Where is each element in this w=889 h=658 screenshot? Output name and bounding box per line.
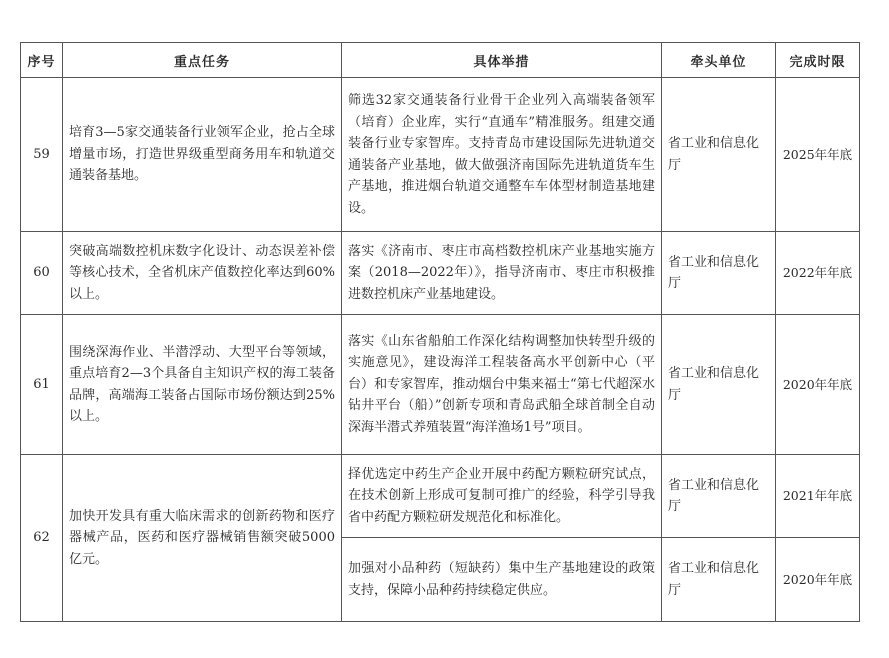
header-no: 序号: [21, 43, 63, 78]
key-task: 围绕深海作业、半潜浮动、大型平台等领域，重点培育2—3个具备自主知识产权的海工装备品牌，高端海工装备占国际市场份额达到25%以上。: [63, 315, 342, 455]
measure-text: 落实《山东省船舶工作深化结构调整加快转型升级的实施意见》，建设海洋工程装备高水平创新中心（平台）和专家智库，推动烟台中集来福士“第七代超深水钻井平台（船）”创新专项和青岛武船全球首制全自动深海半潜式养殖装置“海洋渔场1号”项目。: [342, 315, 662, 455]
lead-unit: 省工业和信息化厅: [662, 315, 776, 455]
lead-unit: 省工业和信息化厅: [662, 78, 776, 232]
measure-text: 加强对小品种药（短缺药）集中生产基地建设的政策支持，保障小品种药持续稳定供应。: [342, 538, 662, 622]
measure-text: 筛选32家交通装备行业骨干企业列入高端装备领军（培育）企业库，实行“直通车”精准服务。组建交通装备行业专家智库。支持青岛市建设国际先进轨道交通装备产业基地，做大做强济南国际先进轨道货车生产基地，推进烟台轨道交通整车车体型材制造基地建设。: [342, 78, 662, 232]
header-row: [21, 43, 860, 78]
header-deadline: 完成时限: [776, 43, 860, 78]
task-table: [20, 42, 860, 622]
table-row: [21, 315, 860, 455]
table-row: [21, 78, 860, 232]
header-task: 重点任务: [63, 43, 342, 78]
table-row: [21, 455, 860, 538]
measure-text: 择优选定中药生产企业开展中药配方颗粒研究试点，在技术创新上形成可复制可推广的经验，科学引导我省中药配方颗粒研发规范化和标准化。: [342, 455, 662, 538]
header-measures: 具体举措: [342, 43, 662, 78]
row-number: 59: [21, 78, 63, 232]
row-number: 62: [21, 455, 63, 622]
deadline: 2020年年底: [776, 538, 860, 622]
key-task: 培育3—5家交通装备行业领军企业，抢占全球增量市场，打造世界级重型商务用车和轨道交通装备基地。: [63, 78, 342, 232]
key-task: 加快开发具有重大临床需求的创新药物和医疗器械产品，医药和医疗器械销售额突破5000亿元。: [63, 455, 342, 622]
row-number: 60: [21, 232, 63, 315]
lead-unit: 省工业和信息化厅: [662, 538, 776, 622]
deadline: 2021年年底: [776, 455, 860, 538]
row-number: 61: [21, 315, 63, 455]
lead-unit: 省工业和信息化厅: [662, 232, 776, 315]
deadline: 2025年年底: [776, 78, 860, 232]
table-row: [21, 232, 860, 315]
deadline: 2020年年底: [776, 315, 860, 455]
deadline: 2022年年底: [776, 232, 860, 315]
header-lead-unit: 牵头单位: [662, 43, 776, 78]
lead-unit: 省工业和信息化厅: [662, 455, 776, 538]
key-task: 突破高端数控机床数字化设计、动态误差补偿等核心技术，全省机床产值数控化率达到60%以上。: [63, 232, 342, 315]
measure-text: 落实《济南市、枣庄市高档数控机床产业基地实施方案（2018—2022年）》，指导济南市、枣庄市积极推进数控机床产业基地建设。: [342, 232, 662, 315]
